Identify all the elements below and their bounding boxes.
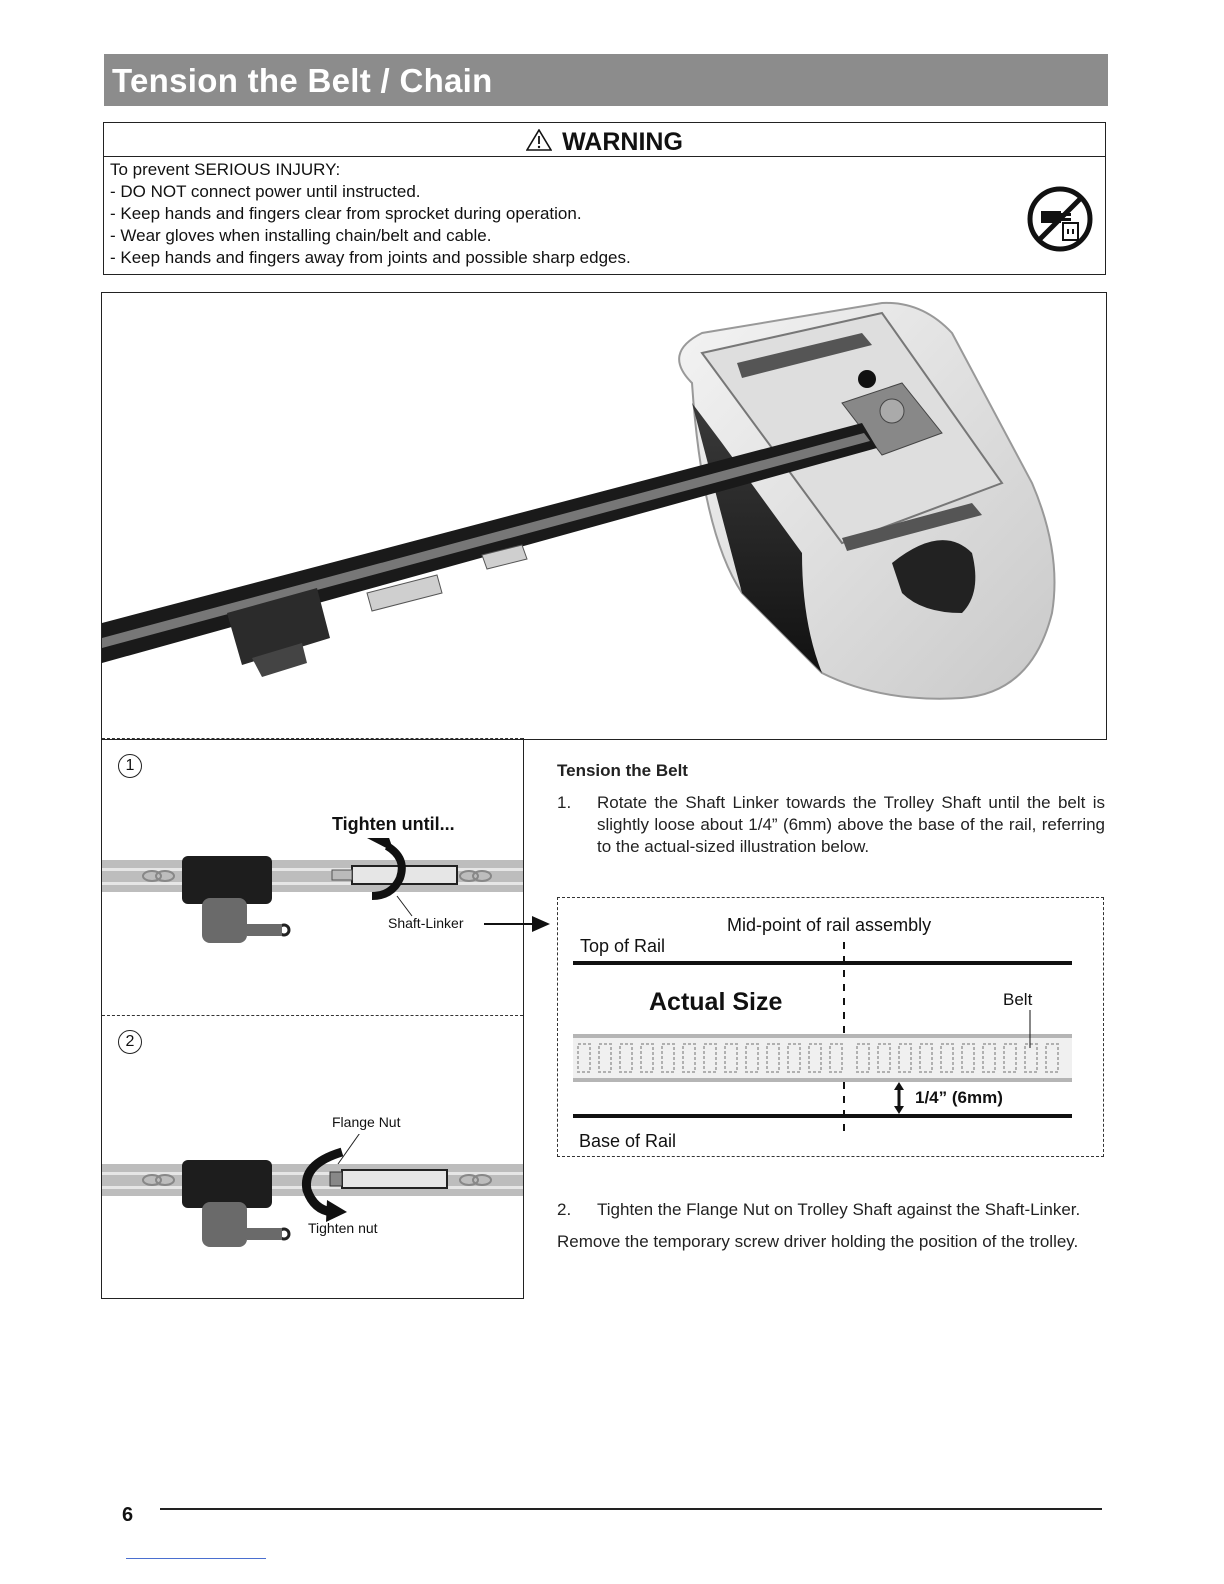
- garage-opener-drawing: [102, 293, 1106, 739]
- pointer-arrow-icon: [484, 914, 554, 934]
- warning-line: - Keep hands and fingers clear from sprocket during operation.: [110, 204, 582, 223]
- closing-instructions: [557, 1199, 1105, 1253]
- warning-triangle-icon: [526, 129, 552, 151]
- footer-rule: [160, 1508, 1102, 1510]
- panel-divider: [102, 1015, 523, 1016]
- no-power-plug-icon: [1027, 186, 1093, 252]
- warning-line: To prevent SERIOUS INJURY:: [110, 160, 341, 179]
- tighten-nut-label: Tighten nut: [308, 1220, 378, 1236]
- step-2: [557, 1199, 1105, 1221]
- base-of-rail-label: Base of Rail: [579, 1131, 677, 1151]
- step-1-number: 1.: [557, 793, 572, 812]
- warning-text: [110, 159, 631, 269]
- flange-nut-label: Flange Nut: [332, 1114, 401, 1130]
- flange-nut-diagram: [102, 1134, 523, 1254]
- midpoint-label: Mid-point of rail assembly: [727, 915, 932, 935]
- warning-title: WARNING: [562, 128, 683, 156]
- top-of-rail-label: Top of Rail: [580, 936, 666, 956]
- instructions-column: [557, 760, 1105, 858]
- warning-box: [103, 122, 1106, 275]
- footer-accent-line: [126, 1558, 266, 1559]
- shaft-linker-diagram: [102, 838, 523, 958]
- belt-label: Belt: [1003, 990, 1033, 1009]
- step-2-text: Tighten the Flange Nut on Trolley Shaft against the Shaft-Linker.: [597, 1200, 1081, 1219]
- step-panels: [101, 738, 524, 1299]
- warning-line: - Wear gloves when installing chain/belt and cable.: [110, 226, 492, 245]
- actual-size-box: [557, 897, 1104, 1157]
- step-1: [557, 792, 1105, 858]
- closing-text: Remove the temporary screw driver holding the position of the trolley.: [557, 1232, 1079, 1251]
- actual-size-diagram: [558, 898, 1103, 1156]
- step-2-number: 2.: [557, 1200, 572, 1219]
- gap-label: 1/4” (6mm): [915, 1088, 1003, 1107]
- warning-line: - DO NOT connect power until instructed.: [110, 182, 421, 201]
- opener-rail-illustration: [101, 292, 1107, 740]
- actual-size-title: Actual Size: [649, 988, 783, 1016]
- page-number: 6: [122, 1504, 134, 1526]
- step-number-1: 1: [118, 754, 142, 778]
- shaft-linker-label: Shaft-Linker: [388, 915, 464, 931]
- step-1-text: Rotate the Shaft Linker towards the Trolley Shaft until the belt is slightly loose about 1/4” (6mm) above the base of the rail, referring to the actual-sized illustration below.: [597, 793, 1105, 856]
- section-title: Tension the Belt / Chain: [112, 62, 493, 99]
- step-number-2: 2: [118, 1030, 142, 1054]
- section-title-bar: [104, 54, 1108, 106]
- panel-divider: [102, 738, 523, 739]
- warning-line: - Keep hands and fingers away from joints and possible sharp edges.: [110, 248, 631, 267]
- tighten-until-label: Tighten until...: [332, 814, 455, 834]
- warning-header: [104, 123, 1105, 157]
- subheading: Tension the Belt: [557, 761, 688, 780]
